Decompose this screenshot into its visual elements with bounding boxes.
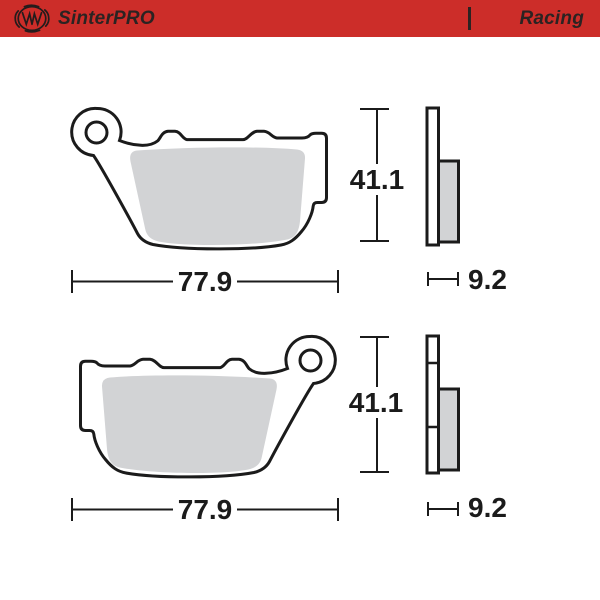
dim-thickness-label-1: 9.2 — [468, 264, 507, 295]
side-friction-2 — [439, 389, 459, 470]
dim-width-label-1: 77.9 — [177, 266, 233, 297]
friction-material-2 — [102, 375, 277, 473]
pad-top-view-2 — [81, 336, 336, 476]
brand-banner — [0, 0, 600, 37]
mounting-hole-2 — [300, 350, 321, 371]
dim-thickness-2 — [428, 502, 458, 516]
dim-height-label-2: 41.1 — [348, 387, 404, 418]
side-backplate-1 — [427, 108, 439, 245]
side-backplate-2 — [427, 336, 439, 473]
pad-side-view-1 — [427, 108, 459, 245]
moto-master-logo-icon — [13, 2, 51, 35]
pad-side-view-2 — [427, 336, 459, 473]
banner-divider — [468, 7, 471, 30]
pad-top-view-1 — [72, 108, 327, 248]
mounting-hole-1 — [86, 122, 107, 143]
dim-thickness-1 — [428, 272, 458, 286]
brand-name: SinterPRO — [58, 7, 155, 29]
friction-material-1 — [130, 147, 305, 245]
dim-height-label-1: 41.1 — [349, 164, 405, 195]
product-line-label: Racing — [519, 7, 584, 29]
dim-thickness-label-2: 9.2 — [468, 492, 507, 523]
dim-width-label-2: 77.9 — [177, 494, 233, 525]
side-friction-1 — [439, 161, 459, 242]
